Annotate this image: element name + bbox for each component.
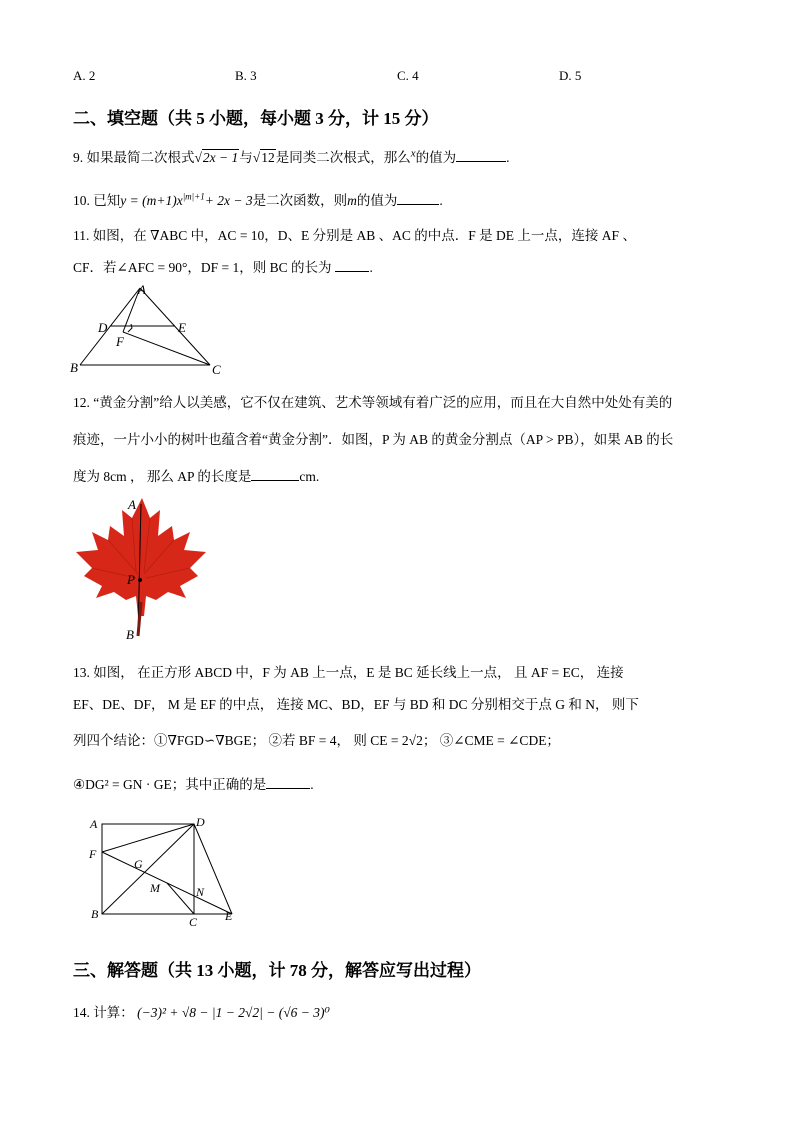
label-a: A	[128, 497, 136, 512]
q13-line2-row	[73, 693, 639, 713]
q10-expr: y = (m+1)x	[120, 193, 183, 208]
q10-exponent: |m|+1	[182, 191, 205, 202]
question-11-line1	[73, 224, 636, 244]
q10-end: .	[439, 193, 443, 208]
segment-mc	[167, 883, 194, 914]
option-d: D. 5	[559, 68, 582, 83]
q12-line3-row	[73, 465, 319, 485]
q9-end: .	[506, 150, 510, 165]
q9-number: 9.	[73, 150, 84, 165]
label-m: M	[150, 881, 160, 895]
question-14	[73, 1001, 330, 1021]
label-c: C	[212, 362, 221, 377]
q12-line1: “黄金分割”给人以美感，它不仅在建筑、艺术等领域有着广泛的应用，而且在大自然中处处有美的	[93, 395, 673, 410]
q13-line1: 如图， 在正方形 ABCD 中，F 为 AB 上一点，E 是 BC 延长线上一点， 且 AF = EC， 连接	[93, 665, 624, 680]
q12-line2-row	[73, 428, 673, 448]
q13-line2: EF、DE、DF， M 是 EF 的中点， 连接 MC、BD，EF 与 BD 和 DC 分别相交于点 G 和 N， 则下	[73, 697, 639, 712]
label-e: E	[178, 320, 186, 335]
q11-triangle-figure	[68, 280, 228, 378]
q10-var: m	[347, 193, 357, 208]
q12-line3b: cm.	[299, 469, 320, 484]
q12-maple-leaf-figure	[72, 492, 212, 642]
q9-answer-blank[interactable]	[456, 149, 506, 162]
label-b: B	[70, 360, 78, 375]
option-a: A. 2	[73, 68, 96, 83]
q10-answer-blank[interactable]	[397, 192, 439, 205]
q13-line4a: ④DG² = GN · GE；其中正确的是	[73, 777, 267, 792]
q10-text3: 的值为	[356, 193, 398, 208]
q9-text4: 的值为	[415, 150, 457, 165]
option-c: C. 4	[397, 68, 419, 83]
q9-text3: 是同类二次根式，那么	[275, 150, 411, 165]
q13-answer-blank[interactable]	[266, 776, 310, 789]
label-e: E	[225, 909, 233, 923]
q11-line2: CF．若∠AFC = 90°，DF = 1，则 BC 的长为	[73, 260, 332, 275]
segment-fc	[123, 332, 210, 365]
q13-line4b: .	[310, 777, 314, 792]
q12-answer-blank[interactable]	[251, 468, 299, 481]
q13-line4-row	[73, 773, 314, 793]
section3-title: 三、解答题（共 13 小题，计 78 分，解答应写出过程）	[73, 961, 481, 980]
q12-line2: 痕迹，一片小小的树叶也蕴含着“黄金分割”．如图，P 为 AB 的黄金分割点（AP > PB），如果 AB 的长	[73, 432, 674, 447]
q9-radicand2: 12	[261, 150, 275, 165]
q9-var: x	[410, 147, 416, 160]
segment-de	[194, 824, 232, 914]
question-9: 9. 如果最简二次根式√2x − 1与√12是同类二次根式，那么$^x$的值为 .	[73, 147, 510, 165]
q11-answer-blank[interactable]	[335, 259, 369, 272]
q10-text1: 已知	[93, 193, 121, 208]
option-b: B. 3	[235, 68, 257, 83]
q11-number: 11.	[73, 228, 90, 243]
question-11-line2	[73, 256, 373, 276]
label-d: D	[98, 320, 108, 335]
label-f: F	[89, 847, 97, 861]
q12-number: 12.	[73, 395, 90, 410]
q10-number: 10.	[73, 193, 90, 208]
label-b: B	[126, 627, 134, 642]
section2-title: 二、填空题（共 5 小题，每小题 3 分，计 15 分）	[73, 109, 439, 128]
q13-number: 13.	[73, 665, 90, 680]
question-10	[73, 189, 443, 209]
q10-text2: 是二次函数，则	[252, 193, 348, 208]
label-a: A	[138, 282, 146, 297]
label-d: D	[196, 815, 205, 829]
q14-number: 14.	[73, 1005, 90, 1020]
q11-end: .	[369, 260, 373, 275]
label-n: N	[196, 885, 205, 899]
q12-line3a: 度为 8cm ， 那么 AP 的长度是	[73, 469, 252, 484]
q14-expression: (−3)² + √8 − |1 − 2√2| − (√6 − 3)⁰	[137, 1005, 330, 1020]
q13-line3: 列四个结论：①∇FGD∽∇BGE； ②若 BF = 4， 则 CE = 2√2； ③∠CME = ∠CDE；	[73, 733, 560, 748]
q13-line1-row	[73, 661, 624, 681]
label-p: P	[127, 572, 135, 587]
q13-line3-row	[73, 729, 560, 749]
label-a: A	[90, 817, 98, 831]
label-b: B	[91, 907, 99, 921]
q9-radicand1: 2x − 1	[202, 150, 239, 165]
label-g: G	[134, 857, 143, 871]
q11-line1: 如图，在 ∇ABC 中，AC = 10，D、E 分别是 AB 、AC 的中点．F 是 DE 上一点，连接 AF 、	[92, 228, 636, 243]
point-p	[138, 578, 142, 582]
q13-square-figure	[88, 812, 244, 928]
label-c: C	[189, 915, 198, 928]
q9-text2: 与	[239, 150, 253, 165]
q10-expr2: + 2x − 3	[204, 193, 253, 208]
q12-line1-row	[73, 391, 672, 411]
q14-label: 计算：	[93, 1005, 134, 1020]
right-angle-mark	[128, 324, 132, 332]
q9-text1: 如果最简二次根式	[86, 150, 195, 165]
label-f: F	[116, 334, 124, 349]
